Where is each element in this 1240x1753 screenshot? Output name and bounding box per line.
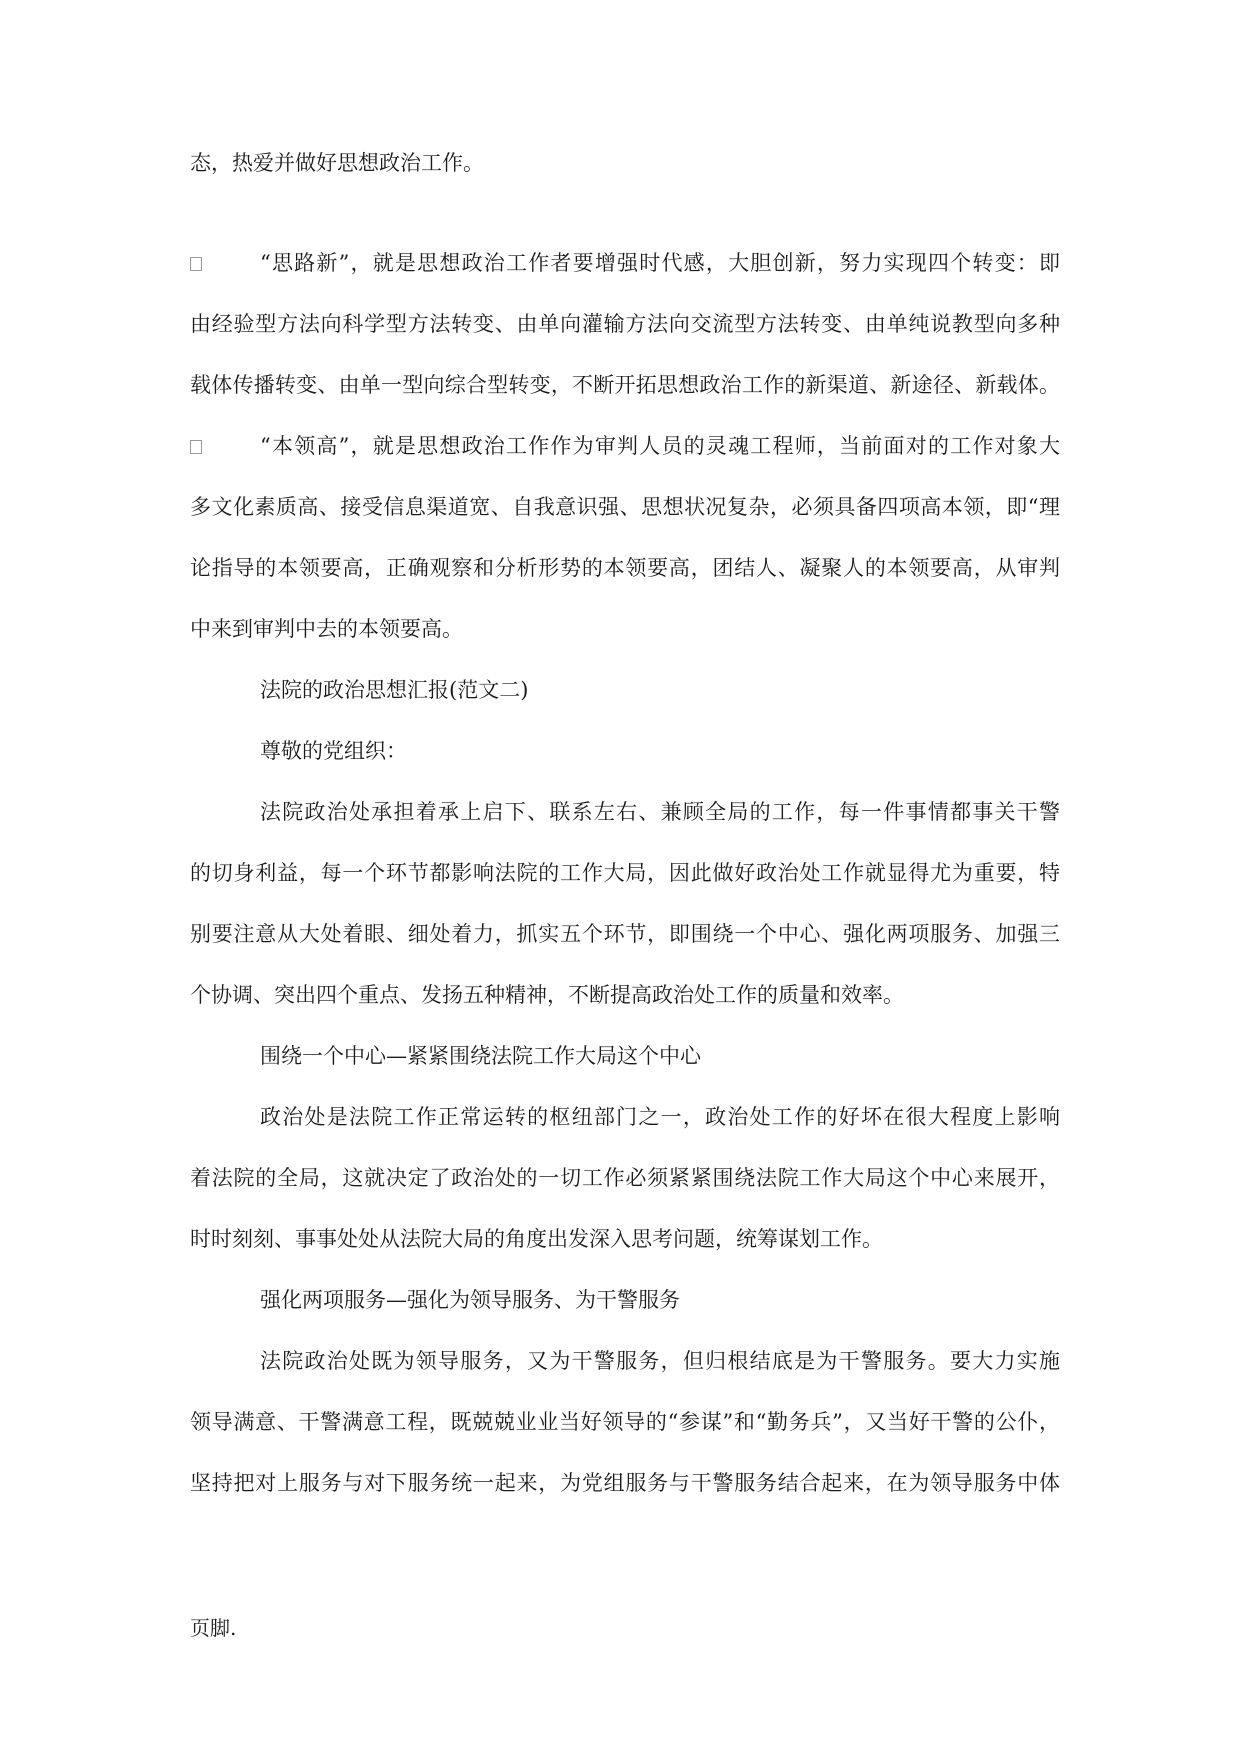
- paragraph-line: 法院政治处承担着承上启下、联系左右、兼顾全局的工作，每一件事情都事关干警: [260, 800, 1060, 824]
- paragraph-line: 政治处是法院工作正常运转的枢纽部门之一，政治处工作的好坏在很大程度上影响: [260, 1105, 1060, 1129]
- section-title: 法院的政治思想汇报(范文二): [260, 678, 529, 702]
- paragraph-line: 个协调、突出四个重点、发扬五种精神，不断提高政治处工作的质量和效率。: [190, 983, 904, 1007]
- paragraph-line: 载体传播转变、由单一型向综合型转变，不断开拓思想政治工作的新渠道、新途径、新载体。: [190, 373, 1060, 397]
- paragraph-line: 坚持把对上服务与对下服务统一起来，为党组服务与干警服务结合起来，在为领导服务中体: [190, 1471, 1060, 1495]
- paragraph-line: “本领高”，就是思想政治工作作为审判人员的灵魂工程师，当前面对的工作对象大: [260, 434, 1060, 458]
- paragraph-line: 时时刻刻、事事处处从法院大局的角度出发深入思考问题，统筹谋划工作。: [190, 1227, 883, 1251]
- paragraph-line: 法院政治处既为领导服务，又为干警服务，但归根结底是为干警服务。要大力实施: [260, 1349, 1060, 1373]
- paragraph-line: 论指导的本领要高，正确观察和分析形势的本领要高，团结人、凝聚人的本领要高，从审判: [190, 556, 1060, 580]
- bullet-box-icon: [190, 257, 202, 271]
- bullet-box-icon: [190, 440, 202, 454]
- section-heading: 围绕一个中心—紧紧围绕法院工作大局这个中心: [260, 1044, 701, 1068]
- paragraph-line: 别要注意从大处着眼、细处着力，抓实五个环节，即围绕一个中心、强化两项服务、加强三: [190, 922, 1060, 946]
- section-heading: 强化两项服务—强化为领导服务、为干警服务: [260, 1288, 680, 1312]
- paragraph-line: “思路新”，就是思想政治工作者要增强时代感，大胆创新，努力实现四个转变：即: [260, 251, 1060, 275]
- paragraph-line: 多文化素质高、接受信息渠道宽、自我意识强、思想状况复杂，必须具备四项高本领，即“理: [190, 495, 1060, 519]
- paragraph-line: 态，热爱并做好思想政治工作。: [190, 151, 484, 175]
- salutation: 尊敬的党组织：: [260, 739, 407, 763]
- document-page: [190, 0, 1060, 1753]
- page-footer: 页脚.: [190, 1616, 237, 1640]
- paragraph-line: 着法院的全局，这就决定了政治处的一切工作必须紧紧围绕法院工作大局这个中心来展开，: [190, 1166, 1060, 1190]
- paragraph-line: 由经验型方法向科学型方法转变、由单向灌输方法向交流型方法转变、由单纯说教型向多种: [190, 312, 1060, 336]
- paragraph-line: 领导满意、干警满意工程，既兢兢业业当好领导的“参谋”和“勤务兵”，又当好干警的公仆，: [190, 1410, 1060, 1434]
- paragraph-line: 的切身利益，每一个环节都影响法院的工作大局，因此做好政治处工作就显得尤为重要，特: [190, 861, 1060, 885]
- paragraph-line: 中来到审判中去的本领要高。: [190, 617, 463, 641]
